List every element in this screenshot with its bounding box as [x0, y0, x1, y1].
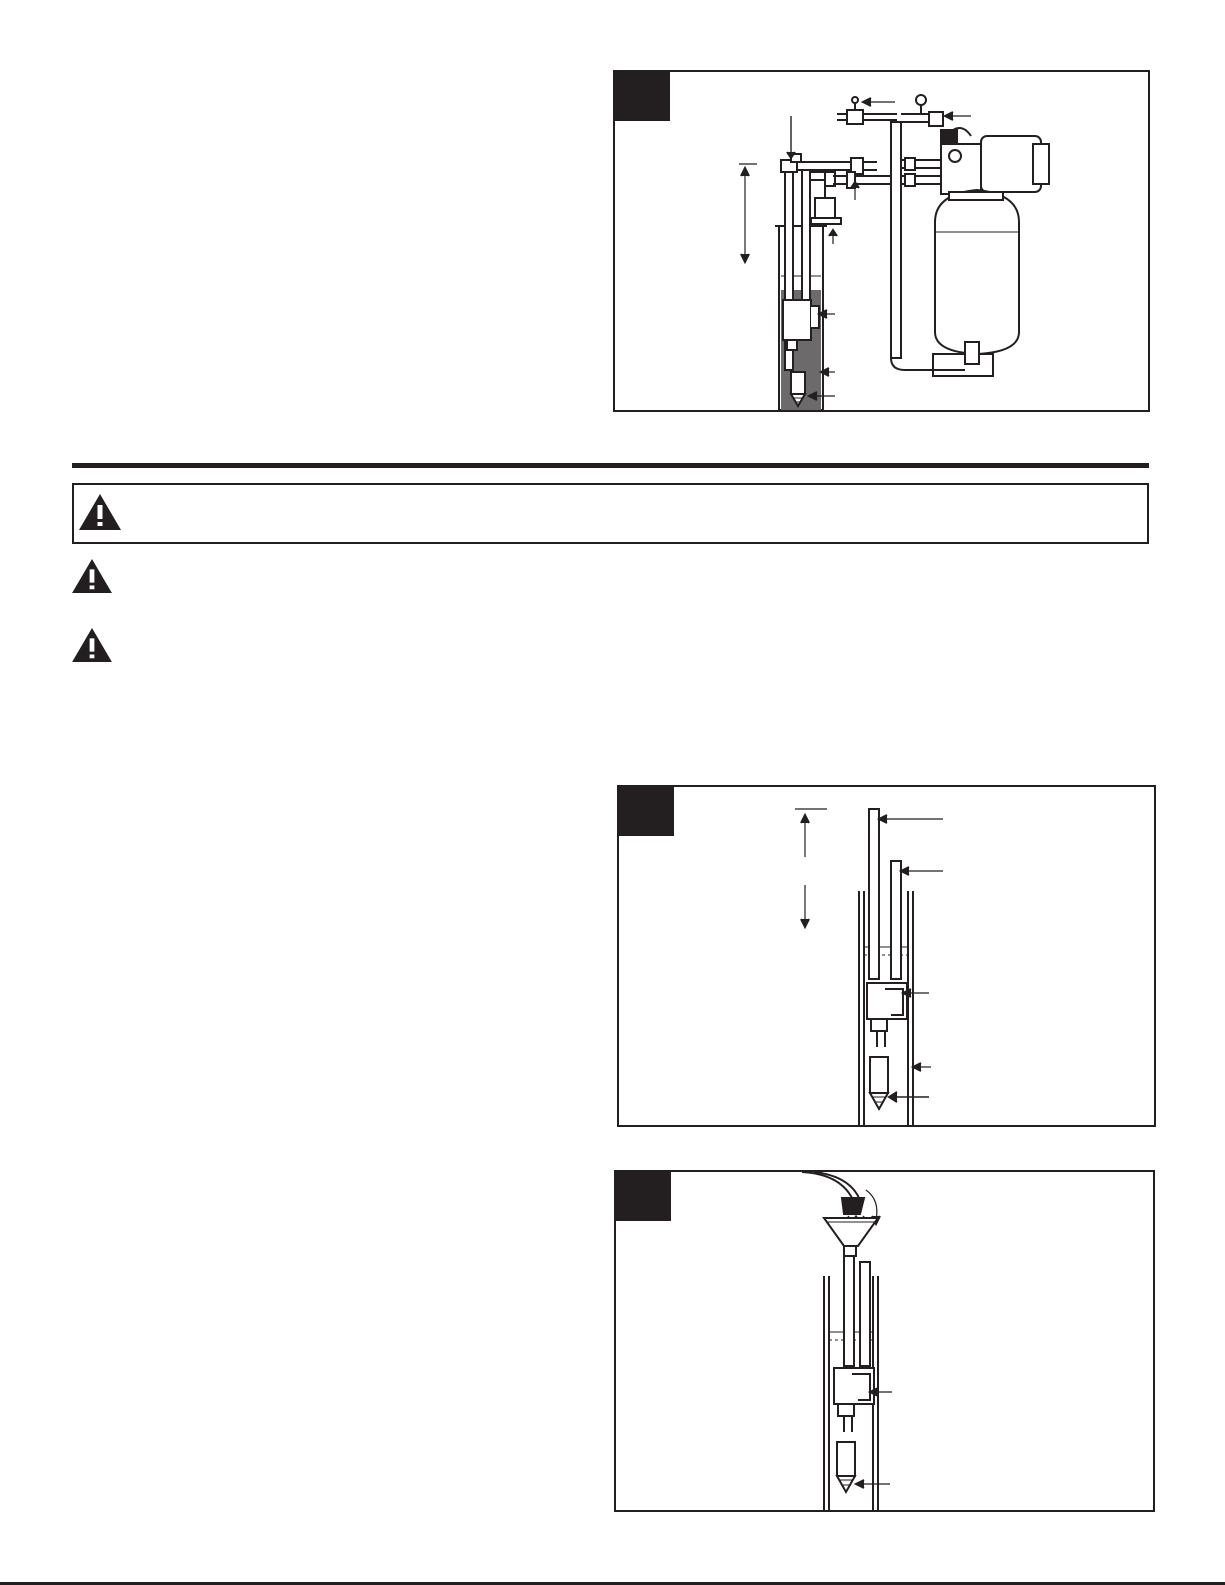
well-pipes-diagram — [619, 787, 1154, 1125]
warning-triangle-icon — [71, 627, 113, 663]
priming-funnel-diagram — [616, 1172, 1153, 1510]
pump-installation-diagram — [615, 72, 1148, 410]
section-divider — [72, 463, 1149, 468]
figure-3-panel — [614, 1170, 1155, 1512]
figure-1-panel — [613, 70, 1150, 412]
figure-2-panel — [617, 785, 1156, 1127]
warning-triangle-icon — [78, 493, 122, 531]
warning-box — [72, 483, 1149, 544]
warning-triangle-icon — [71, 558, 113, 594]
